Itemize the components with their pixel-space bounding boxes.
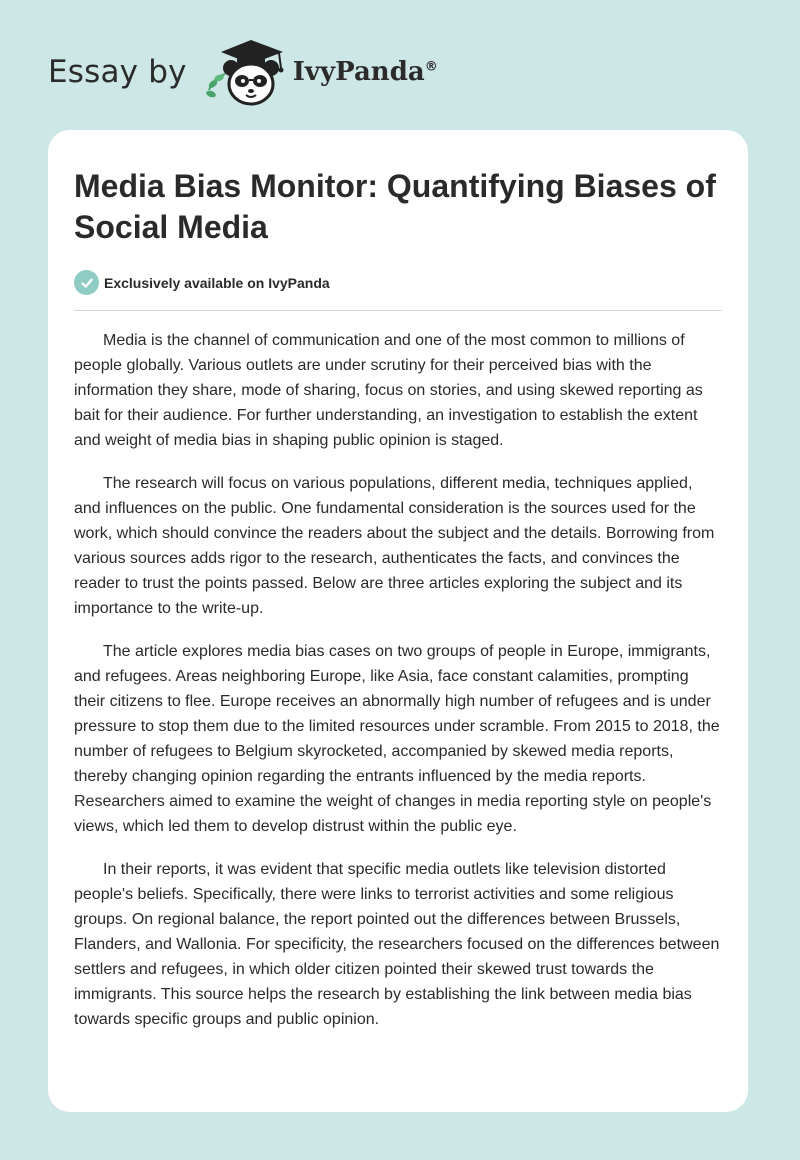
paragraph: In their reports, it was evident that specific media outlets like television distorted people's beliefs. Specifically, there were links to terrorist activities and some religious groups. On regional balance, the report pointed out the differences between Brussels, Flanders, and Wallonia. For specificity, the researchers focused on the differences between settlers and refugees, in which older citizen pointed their skewed trust towards the immigrants. This source helps the research by establishing the link between media bias towards specific groups and public opinion. <box>74 861 720 1028</box>
brand-prefix: Essay by <box>48 54 187 90</box>
brand-name: IvyPanda® <box>292 57 438 87</box>
badge-text: Exclusively available on IvyPanda <box>104 274 330 291</box>
essay-body <box>74 328 722 1032</box>
exclusive-badge <box>74 270 722 295</box>
paragraph: Media is the channel of communication and one of the most common to millions of people globally. Various outlets are under scrutiny for their perceived bias with the information they share, mode of sharing, focus on stories, and using skewed reporting as bait for their audience. For further understanding, an investigation to establish the extent and weight of media bias in shaping public opinion is staged. <box>74 332 703 449</box>
paragraph: The article explores media bias cases on two groups of people in Europe, immigrants, and refugees. Areas neighboring Europe, like Asia, face constant calamities, prompting their citizens to flee. Europe receives an abnormally high number of refugees and is under pressure to stop them due to the limited resources under scramble. From 2015 to 2018, the number of refugees to Belgium skyrocketed, accompanied by skewed media reports, thereby changing opinion regarding the entrants influenced by the media reports. Researchers aimed to examine the weight of changes in media reporting style on people's views, which led them to develop distrust within the public eye. <box>74 643 720 835</box>
brand-header[interactable] <box>48 34 438 110</box>
registered-mark: ® <box>424 59 438 75</box>
panda-graduation-cap-icon <box>201 34 291 110</box>
check-circle-icon <box>74 270 99 295</box>
page-title: Media Bias Monitor: Quantifying Biases of Social Media <box>74 168 716 245</box>
divider <box>74 310 722 311</box>
paragraph: The research will focus on various populations, different media, techniques applied, and influences on the public. One fundamental consideration is the sources used for the work, which should convince the readers about the subject and the details. Borrowing from various sources adds rigor to the research, authenticates the facts, and convinces the reader to trust the points passed. Below are three articles exploring the subject and its importance to the write-up. <box>74 475 715 617</box>
essay-card <box>48 130 748 1112</box>
